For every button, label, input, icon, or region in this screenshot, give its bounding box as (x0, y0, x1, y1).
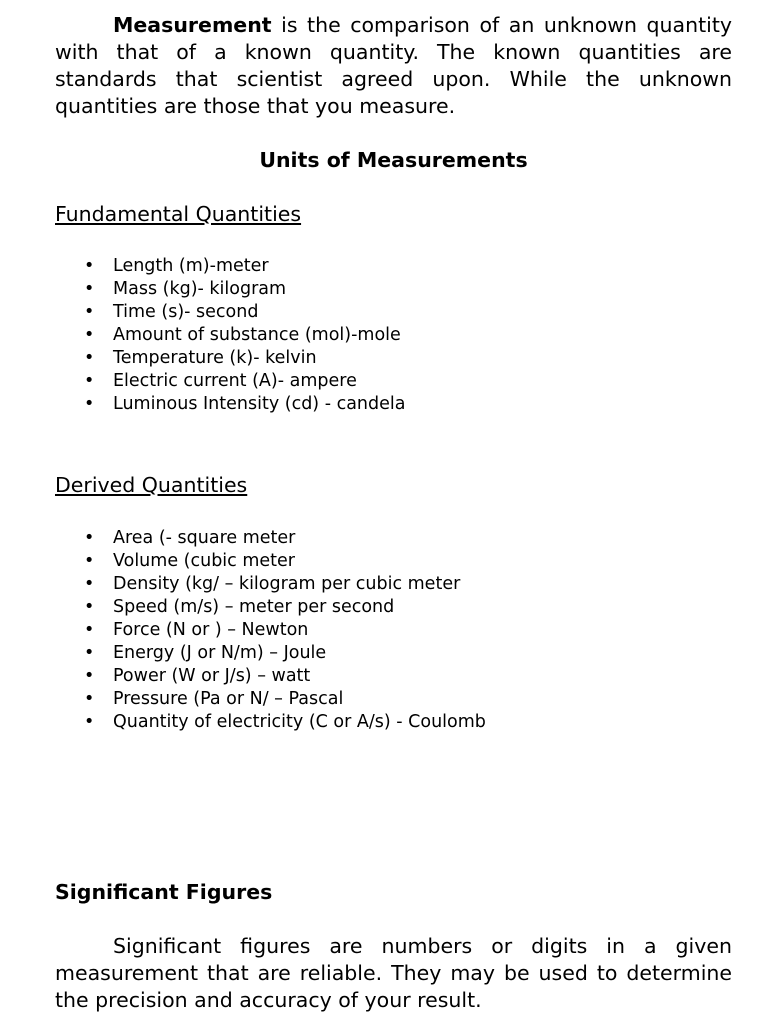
list-item (55, 573, 732, 596)
bullet-icon: • (84, 643, 95, 663)
intro-text: is the comparison of an unknown quantity with that of a known quantity. The known quantities are standards that scientist agreed upon. While the unknown quantities are those that you measure. (55, 13, 732, 118)
bullet-icon: • (84, 256, 95, 276)
bullet-icon: • (84, 302, 95, 322)
list-item (55, 665, 732, 688)
list-item-label: Luminous Intensity (cd) - candela (113, 394, 406, 414)
list-item-label: Energy (J or N/m) – Joule (113, 643, 327, 663)
intro-paragraph (55, 12, 732, 120)
bullet-icon: • (84, 574, 95, 594)
list-item (55, 550, 732, 573)
list-item-label: Amount of substance (mol)-mole (113, 325, 401, 345)
bullet-icon: • (84, 689, 95, 709)
fundamental-heading: Fundamental Quantities (55, 202, 302, 226)
list-item-label: Volume (cubic meter (113, 551, 295, 571)
list-item-label: Force (N or ) – Newton (113, 620, 309, 640)
significant-paragraph (55, 933, 732, 1014)
list-item-label: Length (m)-meter (113, 256, 269, 276)
list-item-label: Area (- square meter (113, 528, 296, 548)
list-item-label: Pressure (Pa or N/ – Pascal (113, 689, 344, 709)
list-item (55, 393, 732, 416)
significant-text: Significant figures are numbers or digits in a given measurement that are reliable. They may be used to determine the precision and accuracy of your result. (55, 934, 732, 1012)
list-item-label: Speed (m/s) – meter per second (113, 597, 395, 617)
list-item (55, 278, 732, 301)
list-item-label: Mass (kg)- kilogram (113, 279, 287, 299)
fundamental-list (55, 255, 732, 416)
bullet-icon: • (84, 551, 95, 571)
bullet-icon: • (84, 620, 95, 640)
bullet-icon: • (84, 666, 95, 686)
list-item (55, 619, 732, 642)
bullet-icon: • (84, 325, 95, 345)
bullet-icon: • (84, 712, 95, 732)
list-item-label: Quantity of electricity (C or A/s) - Coulomb (113, 712, 486, 732)
significant-heading: Significant Figures (55, 880, 273, 904)
list-item-label: Temperature (k)- kelvin (113, 348, 317, 368)
list-item (55, 255, 732, 278)
bullet-icon: • (84, 371, 95, 391)
bullet-icon: • (84, 597, 95, 617)
bullet-icon: • (84, 394, 95, 414)
list-item (55, 688, 732, 711)
list-item-label: Density (kg/ – kilogram per cubic meter (113, 574, 461, 594)
derived-list (55, 527, 732, 734)
list-item-label: Electric current (A)- ampere (113, 371, 357, 391)
bullet-icon: • (84, 348, 95, 368)
units-heading: Units of Measurements (259, 148, 528, 172)
list-item (55, 301, 732, 324)
list-item (55, 642, 732, 665)
list-item (55, 711, 732, 734)
list-item (55, 596, 732, 619)
list-item (55, 370, 732, 393)
bullet-icon: • (84, 528, 95, 548)
list-item-label: Power (W or J/s) – watt (113, 666, 311, 686)
derived-heading: Derived Quantities (55, 473, 248, 497)
list-item (55, 347, 732, 370)
bullet-icon: • (84, 279, 95, 299)
list-item (55, 527, 732, 550)
list-item-label: Time (s)- second (113, 302, 259, 322)
list-item (55, 324, 732, 347)
intro-term: Measurement (113, 13, 272, 37)
